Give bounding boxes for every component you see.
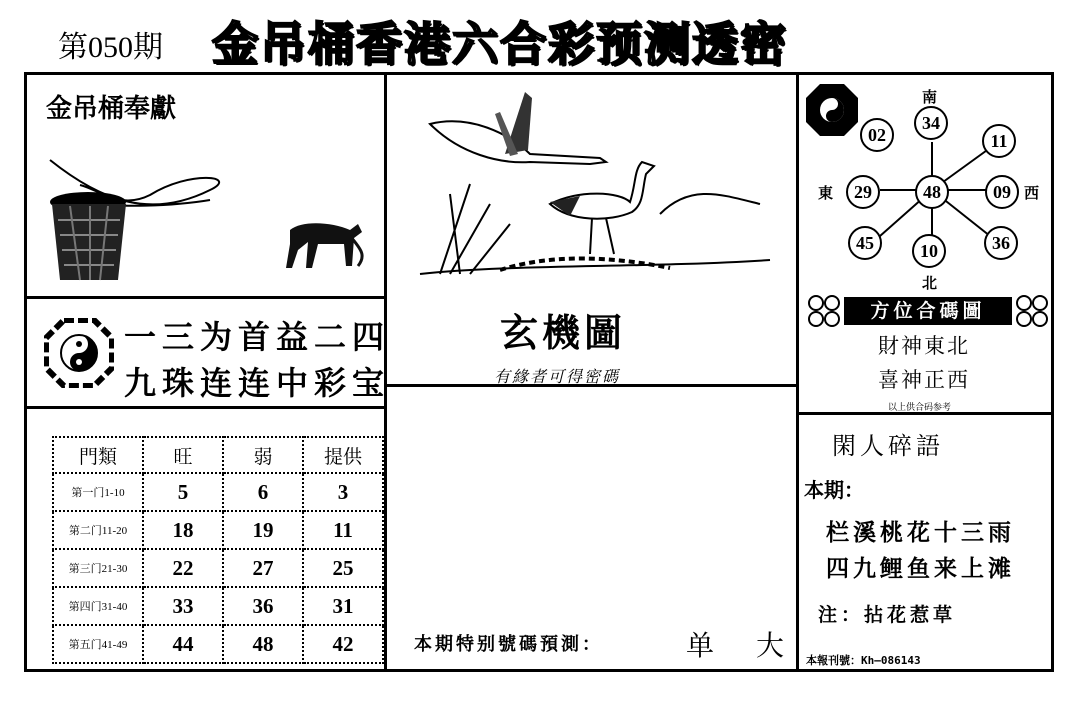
special-prediction-big: 大	[756, 629, 785, 662]
cell-value: 6	[223, 473, 303, 511]
bagua-yinyang-icon	[44, 318, 114, 388]
reference-note: 以上供合码参考	[888, 403, 952, 413]
direction-west: 西	[1024, 184, 1040, 202]
bucket-tiger-illustration	[40, 140, 380, 290]
compass-number: 29	[846, 175, 880, 209]
compass-number: 45	[848, 226, 882, 260]
page-title: 金吊桶香港六合彩预测透密	[212, 17, 788, 71]
cell-value: 27	[223, 549, 303, 587]
row-label: 第二门11-20	[53, 511, 143, 549]
tiger-icon	[286, 223, 362, 268]
compass-number: 10	[912, 234, 946, 268]
xuanji-subtitle: 有緣者可得密碼	[494, 367, 621, 386]
cloud-ornament-icon	[806, 293, 846, 329]
cell-value: 19	[223, 511, 303, 549]
table-row	[53, 511, 383, 549]
cell-value: 18	[143, 511, 223, 549]
this-issue-label: 本期：	[804, 478, 864, 502]
header-cell: 弱	[223, 437, 303, 473]
table-row	[53, 587, 383, 625]
row-label: 第一门1-10	[53, 473, 143, 511]
cell-value: 36	[223, 587, 303, 625]
row-label: 第四门31-40	[53, 587, 143, 625]
issue-number: 第050期	[58, 31, 163, 64]
crane-landscape-illustration	[410, 84, 780, 284]
flying-crane-icon	[430, 92, 606, 164]
cell-value: 5	[143, 473, 223, 511]
riddle-note: 注：拈花惹草	[818, 604, 957, 626]
joy-god-direction: 喜神正西	[878, 368, 970, 392]
cell-value: 3	[303, 473, 383, 511]
cell-value: 11	[303, 511, 383, 549]
cell-value: 33	[143, 587, 223, 625]
special-number-label: 本期特别號碼預測：	[414, 634, 603, 655]
header-cell: 旺	[143, 437, 223, 473]
publication-number: 本報刊號：Kh—086143	[806, 654, 921, 667]
table-row	[53, 473, 383, 511]
banner-title: 方位合碼圖	[844, 297, 1012, 325]
table-header-row	[53, 437, 383, 473]
wealth-god-direction: 財神東北	[878, 334, 970, 358]
idle-talk-title: 閑人碎語	[832, 432, 944, 460]
poem-line-1: 一三为首益二四	[124, 318, 391, 356]
compass-number: 36	[984, 226, 1018, 260]
poem-line-2: 九珠连连中彩宝	[124, 364, 391, 402]
direction-banner	[806, 293, 1050, 329]
divider-right	[796, 72, 799, 672]
direction-north: 北	[922, 274, 938, 292]
table-row	[53, 549, 383, 587]
compass-number: 02	[860, 118, 894, 152]
special-prediction-odd: 单	[686, 629, 715, 662]
direction-south: 南	[922, 88, 938, 106]
row-label: 第三门21-30	[53, 549, 143, 587]
cell-value: 31	[303, 587, 383, 625]
header-cell: 門類	[53, 437, 143, 473]
cell-value: 25	[303, 549, 383, 587]
divider-left-1	[24, 296, 386, 299]
riddle-line-2: 四九鲤鱼来上滩	[826, 556, 1015, 582]
cell-value: 22	[143, 549, 223, 587]
cloud-ornament-icon	[1012, 293, 1050, 329]
divider-left-2	[24, 406, 386, 409]
bucket-icon	[50, 192, 126, 280]
cell-value: 42	[303, 625, 383, 663]
door-number-table	[52, 436, 384, 664]
cell-value: 48	[223, 625, 303, 663]
reeds-icon	[440, 184, 510, 274]
compass-number: 11	[982, 124, 1016, 158]
cell-value: 44	[143, 625, 223, 663]
direction-east: 東	[818, 184, 834, 202]
xuanji-title: 玄機圖	[500, 310, 627, 355]
bucket-title: 金吊桶奉獻	[46, 94, 177, 124]
header-cell: 提供	[303, 437, 383, 473]
table-row	[53, 625, 383, 663]
compass-number: 34	[914, 106, 948, 140]
riddle-line-1: 栏溪桃花十三雨	[826, 520, 1015, 546]
standing-crane-icon	[550, 162, 654, 254]
compass-number: 48	[915, 175, 949, 209]
compass-number: 09	[985, 175, 1019, 209]
row-label: 第五门41-49	[53, 625, 143, 663]
